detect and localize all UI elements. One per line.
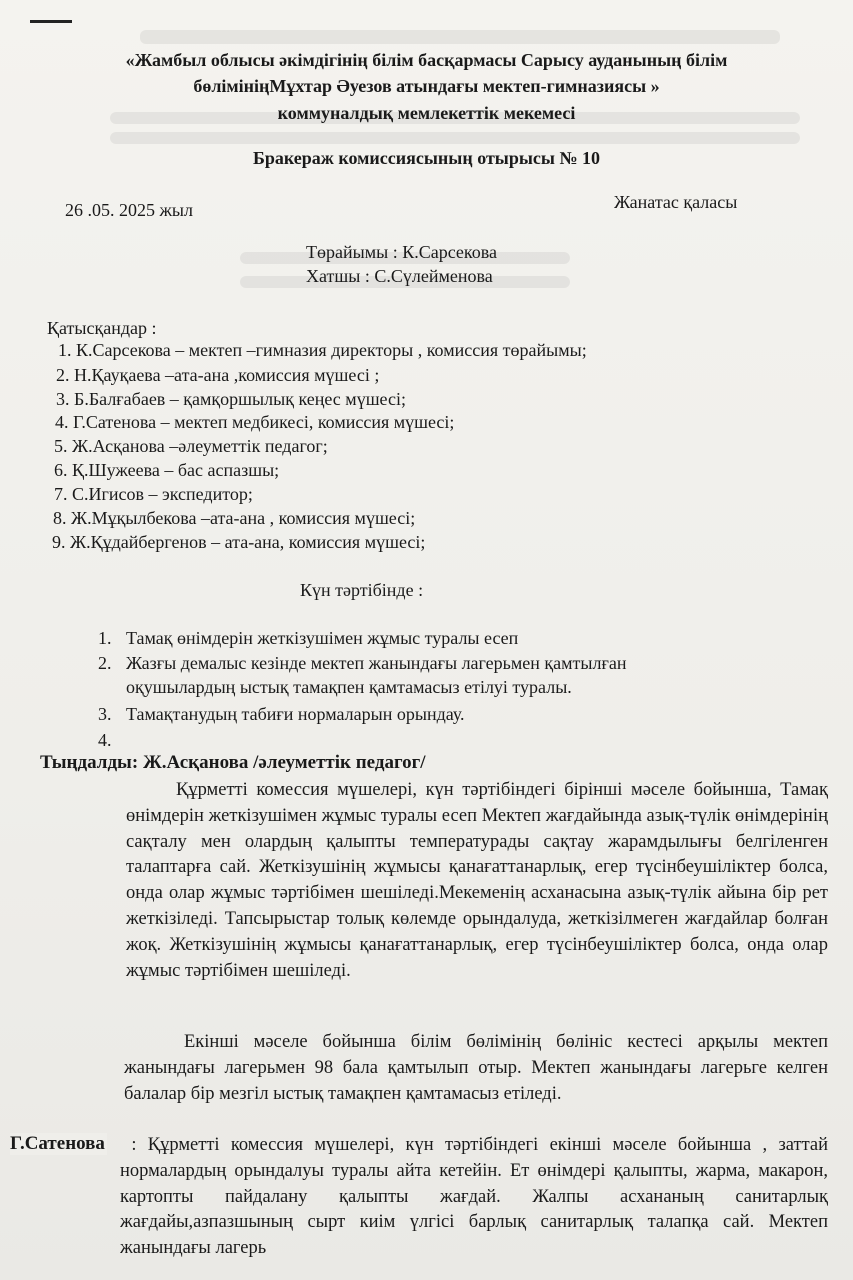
agenda-item-text: Тамақтанудың табиғи нормаларын орындау. <box>126 704 465 724</box>
agenda-item-number: 4. <box>98 730 112 750</box>
agenda-item-number: 2. <box>98 653 112 673</box>
speech-paragraph-1-text: Құрметті комессия мүшелері, күн тәртібіндегі бірінші мәселе бойынша, Тамақ өнімдерін жеткізушімен жұмыс туралы есеп Мектеп жағдайында азық-түлік өнімдерінің сақталу мен олардың қалыпты температурады сақтау жарамдылығы белгіленген талаптарға сай. Жеткізушінің жұмысы қанағаттанарлық, егер түсінбеушіліктер болса, онда олар жұмыс тәртібімен шешіледі.Мекеменің асханасына азық-түлік айына бір рет жеткізіледі. Тапсырыстар толық көлемде орындалуда, жеткізілмеген жағдайлар болған жоқ. Жеткізушінің жұмысы қанағаттанарлық, егер түсінбеушіліктер болса, онда олар жұмыс тәртібімен шешіледі. <box>126 780 828 981</box>
participant-item: 3. Б.Балғабаев – қамқоршылық кеңес мүшесі; <box>56 389 406 409</box>
speech-2 <box>120 1133 828 1273</box>
top-rule <box>30 20 72 23</box>
speech-paragraph-1 <box>126 778 828 984</box>
participant-item: 2. Н.Қауқаева –ата-ана ,комиссия мүшесі ; <box>56 365 380 385</box>
participant-item: 7. С.Игисов – экспедитор; <box>54 484 253 504</box>
speech-2-speaker: Г.Сатенова <box>10 1133 105 1154</box>
chairperson: Төрайымы : К.Сарсекова <box>306 242 497 262</box>
agenda-title: Күн тәртібінде : <box>300 580 424 600</box>
participant-item: 4. Г.Сатенова – мектеп медбикесі, комиссия мүшесі; <box>55 412 455 432</box>
meeting-city: Жанатас қаласы <box>614 192 738 212</box>
participant-item: 8. Ж.Мұқылбекова –ата-ана , комиссия мүшесі; <box>53 508 416 528</box>
header-line-2: бөлімініңМұхтар Әуезов атындағы мектеп-гимназиясы » <box>193 76 660 96</box>
speech-paragraph-2 <box>124 1030 828 1107</box>
header-line-3: коммуналдық мемлекеттік мекемесі <box>277 103 576 123</box>
header-line-1: «Жамбыл облысы әкімдігінің білім басқармасы Сарысу ауданының білім <box>125 50 728 70</box>
participant-item: 9. Ж.Құдайбергенов – ата-ана, комиссия мүшесі; <box>52 532 426 552</box>
speech-2-text: : Құрметті комессия мүшелері, күн тәртібіндегі екінші мәселе бойынша , заттай нормалардың орындалуы туралы айта кетейін. Ет өнімдері қалыпты, жарма, макарон, картопты пайдалану қалыпты жағдай. Жалпы асхананың санитарлық жағдайы,азпазшының сырт киім үлгісі барлық санитарлық талапқа сай. Мектеп жанындағы лагерь <box>120 1135 828 1259</box>
agenda-item-text: оқушылардың ыстық тамақпен қамтамасыз етілуі туралы. <box>126 677 572 697</box>
participants-label: Қатысқандар : <box>47 318 157 338</box>
speech-paragraph-2-text: Екінші мәселе бойынша білім бөлімінің бөлініс кестесі арқылы мектеп жанындағы лагерьмен 98 бала қамтылып отыр. Мектеп жанындағы лагерьге келген балалар бір мезгіл ыстық тамақпен қамтамасыз етіледі. <box>124 1032 828 1104</box>
agenda-item-number: 1. <box>98 628 112 648</box>
meeting-date: 26 .05. 2025 жыл <box>65 200 194 220</box>
bleed-through-shadow <box>140 30 780 44</box>
participant-item: 1. К.Сарсекова – мектеп –гимназия директоры , комиссия төрайымы; <box>58 340 587 360</box>
agenda-item-number: 3. <box>98 704 112 724</box>
participant-item: 6. Қ.Шужеева – бас аспазшы; <box>54 460 280 480</box>
participant-item: 5. Ж.Асқанова –әлеуметтік педагог; <box>54 436 328 456</box>
agenda-item-text: Жазғы демалыс кезінде мектеп жанындағы лагерьмен қамтылған <box>126 653 627 673</box>
secretary: Хатшы : С.Сүлейменова <box>306 266 493 286</box>
bleed-through-shadow <box>110 132 800 144</box>
speech-heading: Тыңдалды: Ж.Асқанова /әлеуметтік педагог/ <box>40 752 426 773</box>
meeting-title: Бракераж комиссиясының отырысы № 10 <box>252 148 601 168</box>
agenda-item-text: Тамақ өнімдерін жеткізушімен жұмыс туралы есеп <box>126 628 519 648</box>
